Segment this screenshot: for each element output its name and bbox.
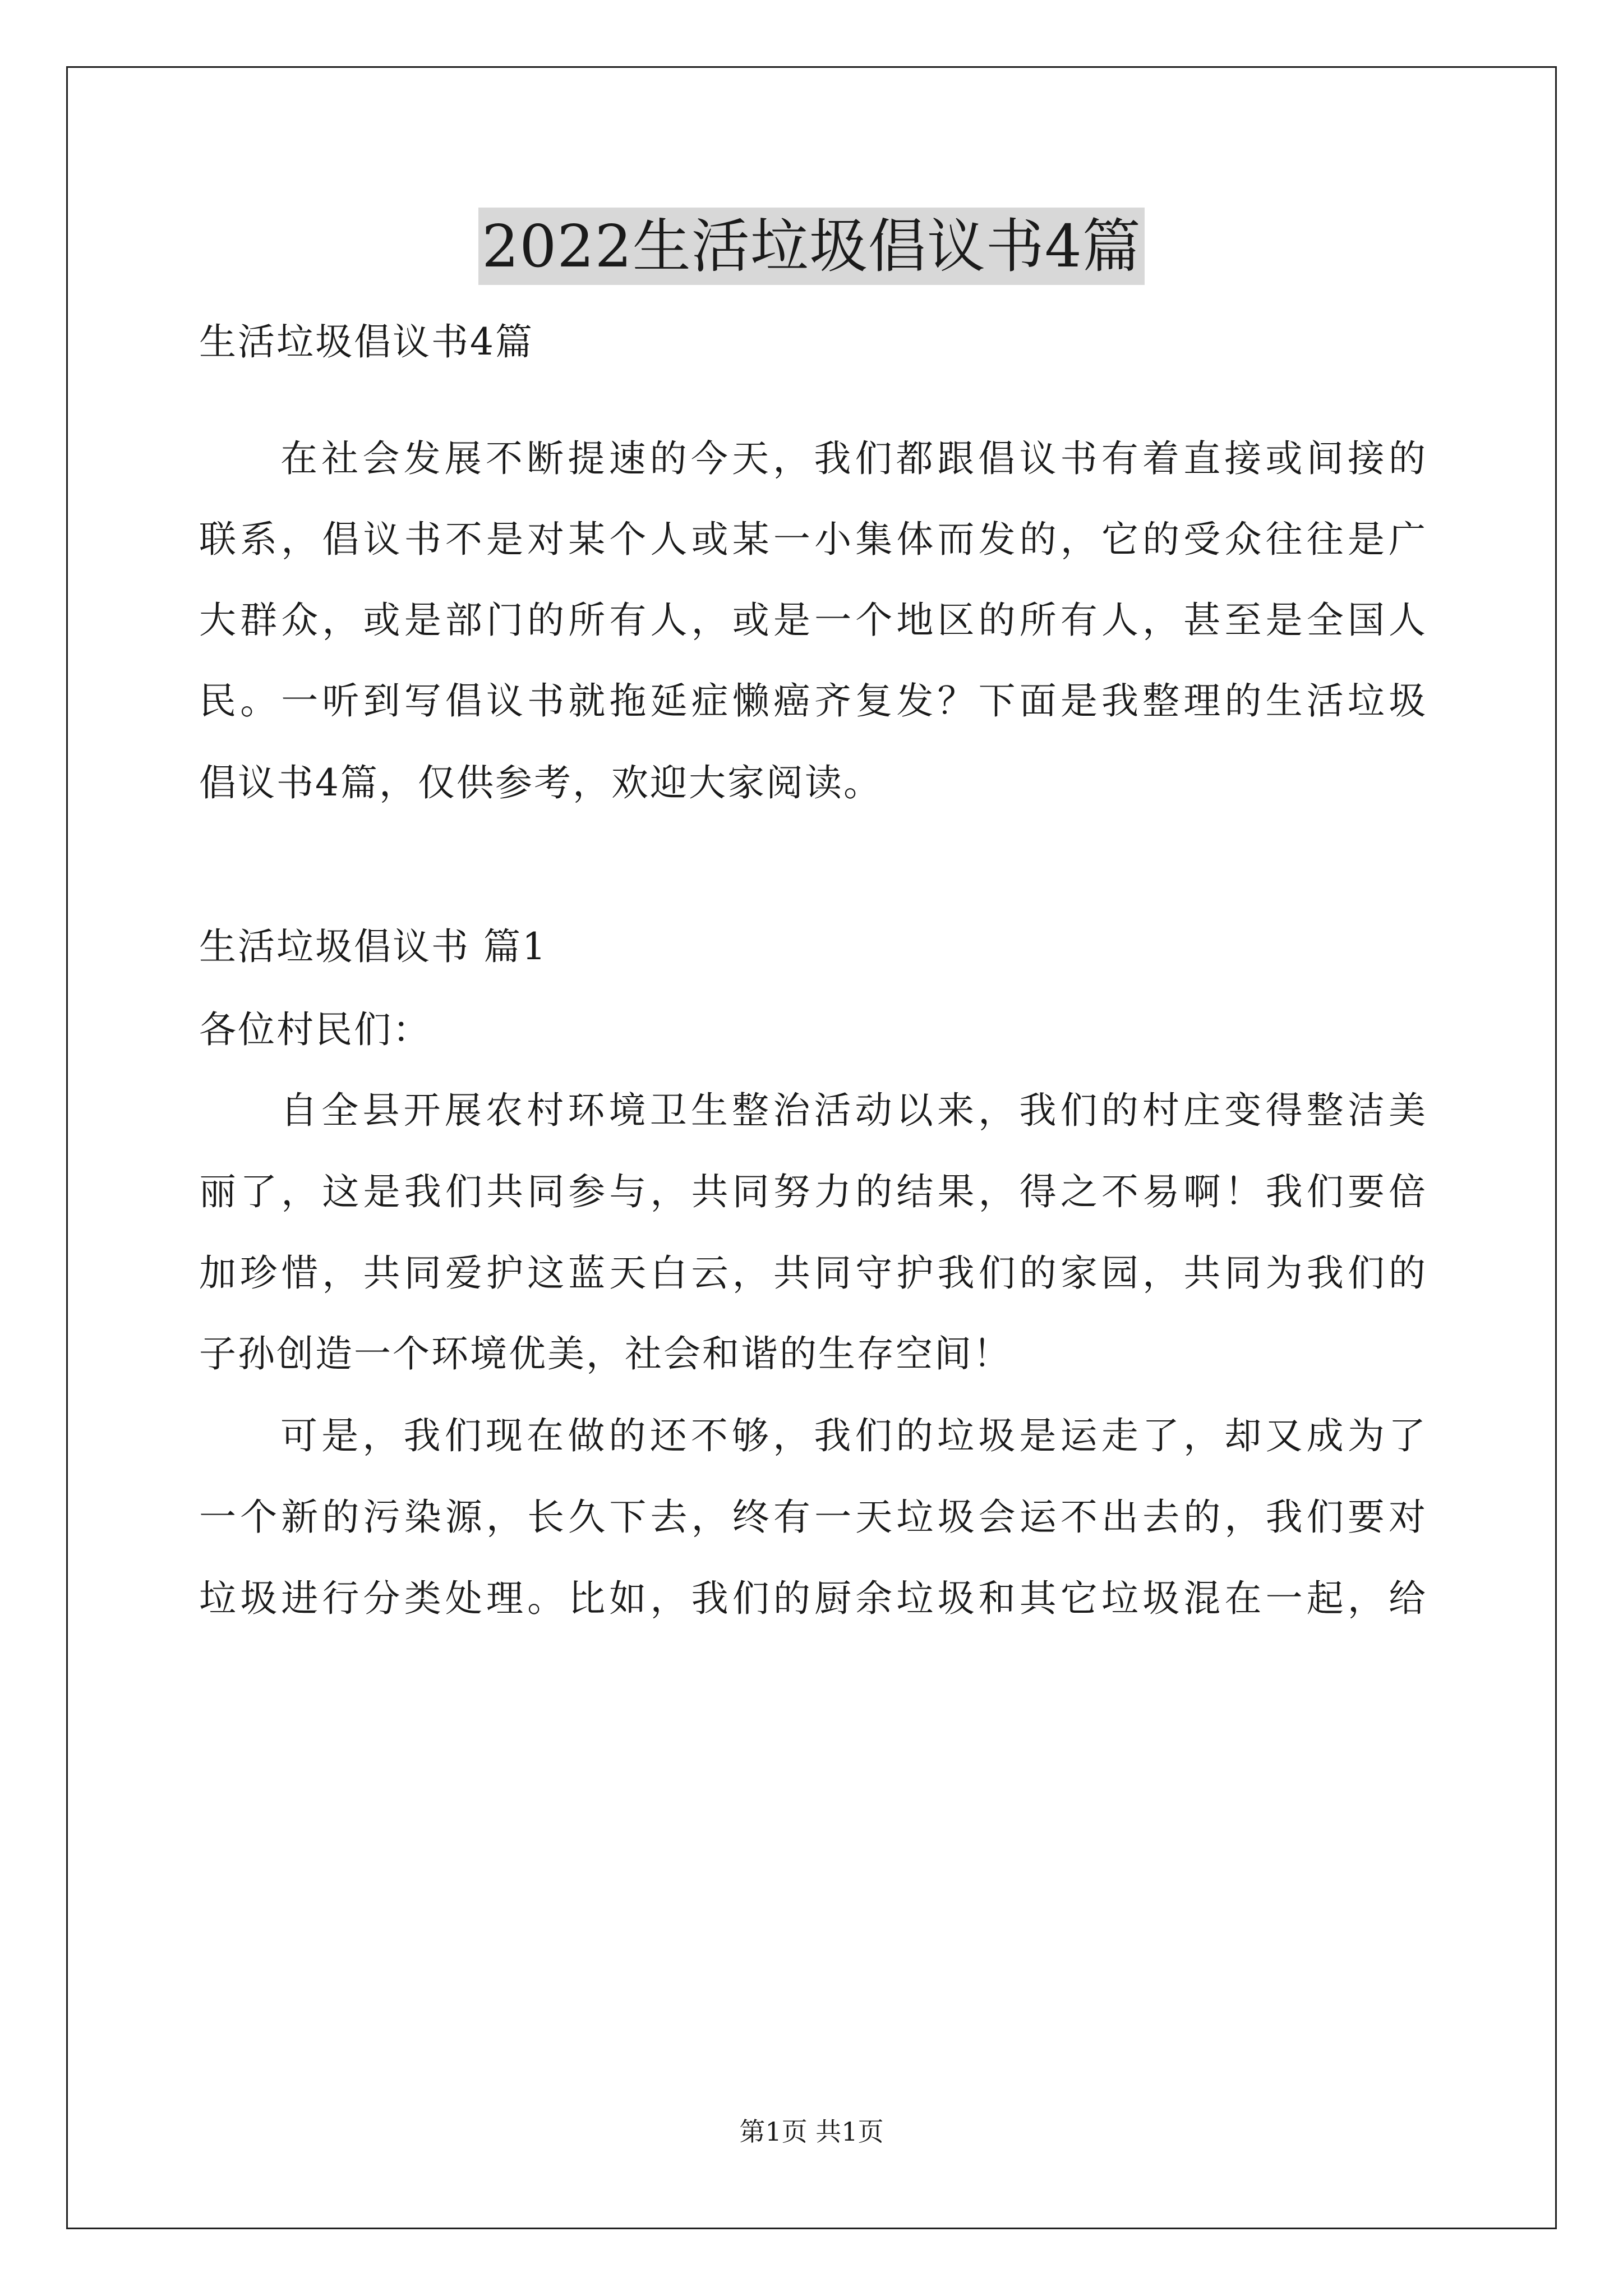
section-heading: 生活垃圾倡议书 篇1 bbox=[199, 925, 547, 968]
document-title: 2022生活垃圾倡议书4篇 bbox=[478, 208, 1145, 285]
paragraph-line: 一个新的污染源，长久下去，终有一天垃圾会运不出去的，我们要对 bbox=[199, 1496, 1427, 1539]
paragraph-line: 自全县开展农村环境卫生整治活动以来，我们的村庄变得整洁美 bbox=[280, 1089, 1427, 1132]
document-subtitle: 生活垃圾倡议书4篇 bbox=[199, 320, 534, 364]
intro-line: 在社会发展不断提速的今天，我们都跟倡议书有着直接或间接的 bbox=[280, 437, 1427, 480]
intro-line: 民。一听到写倡议书就拖延症懒癌齐复发？下面是我整理的生活垃圾 bbox=[199, 679, 1427, 723]
salutation: 各位村民们： bbox=[199, 1008, 431, 1051]
intro-line: 倡议书4篇，仅供参考，欢迎大家阅读。 bbox=[199, 761, 882, 804]
page-border bbox=[66, 66, 1557, 2229]
title-container bbox=[0, 208, 1623, 285]
intro-line: 大群众，或是部门的所有人，或是一个地区的所有人，甚至是全国人 bbox=[199, 599, 1427, 642]
paragraph-line: 丽了，这是我们共同参与，共同努力的结果，得之不易啊！我们要倍 bbox=[199, 1170, 1427, 1213]
page-footer: 第1页 共1页 bbox=[739, 2116, 884, 2147]
paragraph-line: 子孙创造一个环境优美，社会和谐的生存空间！ bbox=[199, 1332, 1012, 1375]
paragraph-line: 垃圾进行分类处理。比如，我们的厨余垃圾和其它垃圾混在一起，给 bbox=[199, 1577, 1427, 1620]
intro-line: 联系，倡议书不是对某个人或某一小集体而发的，它的受众往往是广 bbox=[199, 518, 1427, 561]
paragraph-line: 可是，我们现在做的还不够，我们的垃圾是运走了，却又成为了 bbox=[280, 1414, 1427, 1457]
paragraph-line: 加珍惜，共同爱护这蓝天白云，共同守护我们的家园，共同为我们的 bbox=[199, 1251, 1427, 1295]
